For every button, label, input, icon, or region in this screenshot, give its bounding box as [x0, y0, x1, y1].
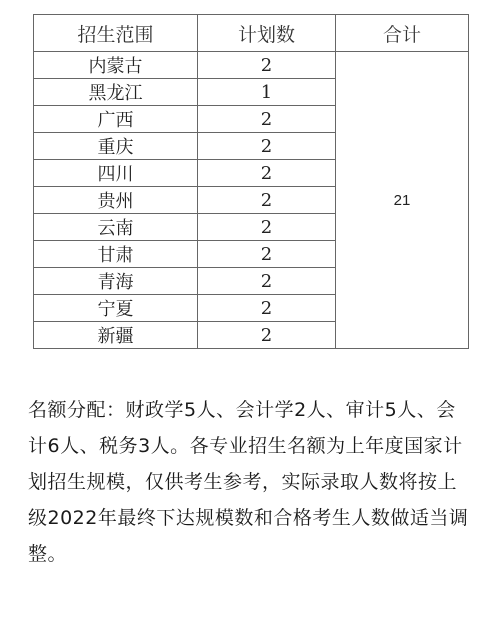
region-cell: 四川 — [34, 160, 198, 187]
plan-cell: 2 — [198, 187, 336, 214]
table-header-row — [34, 15, 469, 52]
quota-allocation-note: 名额分配：财政学5人、会计学2人、审计5人、会计6人、税务3人。各专业招生名额为上年度国家计划招生规模，仅供考生参考，实际录取人数将按上级2022年最终下达规模数和合格考生人数做适当调整。 — [28, 399, 469, 565]
enrollment-quota-table — [33, 14, 469, 349]
header-plan: 计划数 — [198, 15, 336, 52]
plan-cell: 1 — [198, 79, 336, 106]
region-cell: 广西 — [34, 106, 198, 133]
plan-cell: 2 — [198, 160, 336, 187]
plan-cell: 2 — [198, 268, 336, 295]
plan-cell: 2 — [198, 241, 336, 268]
table-row — [34, 52, 469, 79]
plan-cell: 2 — [198, 52, 336, 79]
plan-cell: 2 — [198, 133, 336, 160]
header-region: 招生范围 — [34, 15, 198, 52]
plan-cell: 2 — [198, 295, 336, 322]
region-cell: 贵州 — [34, 187, 198, 214]
region-cell: 内蒙古 — [34, 52, 198, 79]
plan-cell: 2 — [198, 322, 336, 349]
region-cell: 青海 — [34, 268, 198, 295]
region-cell: 新疆 — [34, 322, 198, 349]
plan-cell: 2 — [198, 106, 336, 133]
header-total: 合计 — [336, 15, 469, 52]
total-cell: 21 — [336, 52, 469, 349]
region-cell: 云南 — [34, 214, 198, 241]
plan-cell: 2 — [198, 214, 336, 241]
region-cell: 甘肃 — [34, 241, 198, 268]
region-cell: 宁夏 — [34, 295, 198, 322]
region-cell: 黑龙江 — [34, 79, 198, 106]
region-cell: 重庆 — [34, 133, 198, 160]
